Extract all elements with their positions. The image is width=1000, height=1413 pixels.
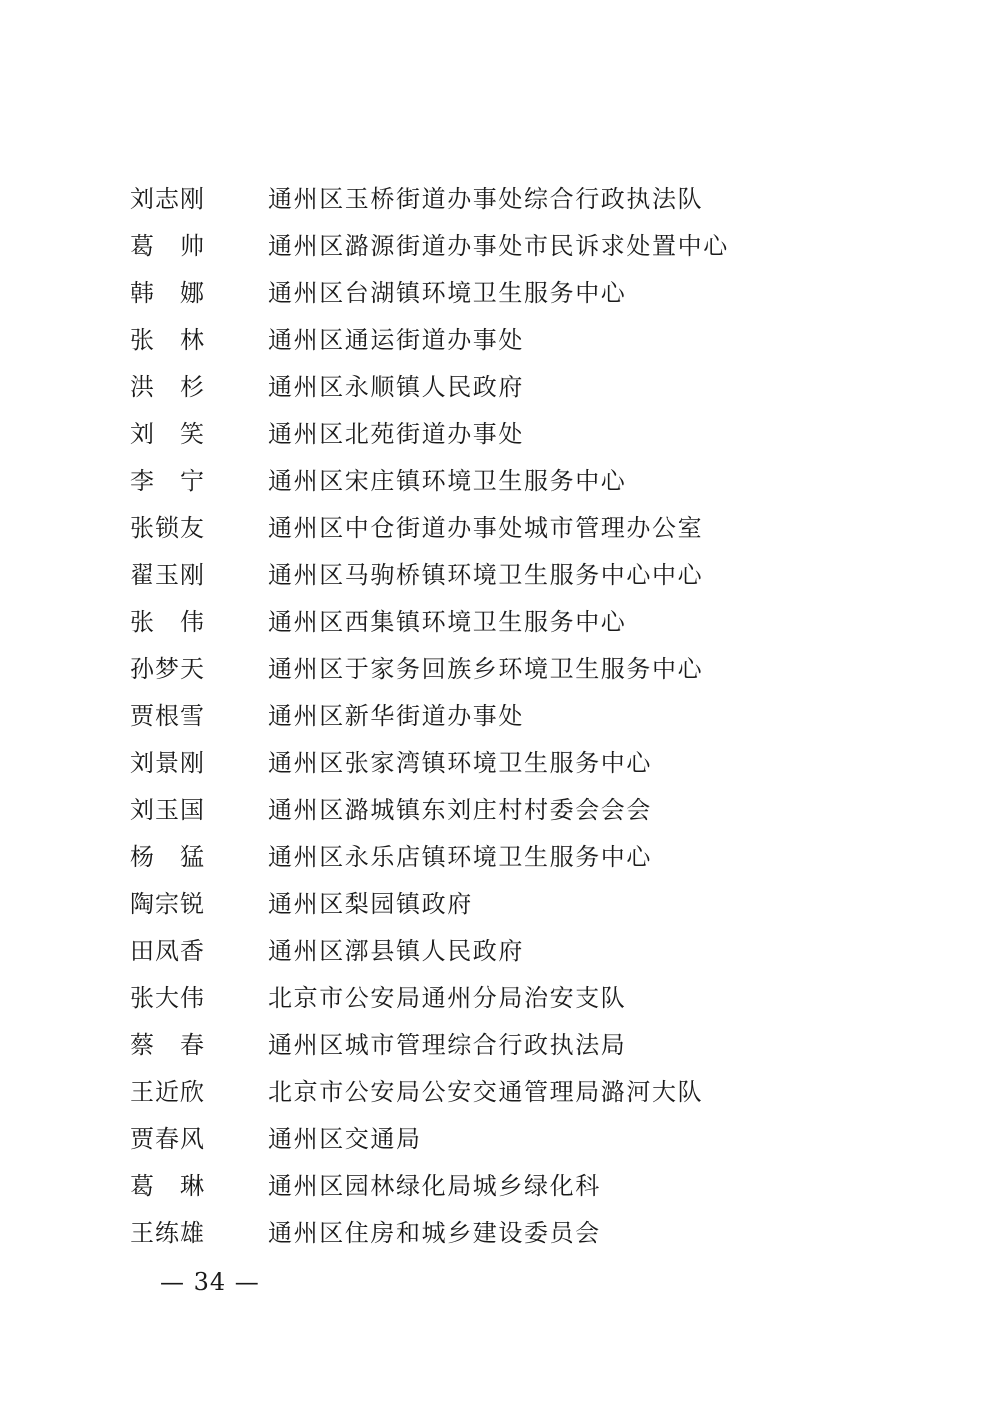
organization: 通州区城市管理综合行政执法局: [268, 1031, 627, 1059]
organization: 通州区张家湾镇环境卫生服务中心: [268, 749, 652, 777]
list-item: [130, 928, 729, 975]
list-item: [130, 646, 729, 693]
person-name: 蔡 春: [130, 1031, 205, 1059]
person-name: 张 林: [130, 326, 205, 354]
organization: 通州区玉桥街道办事处综合行政执法队: [268, 185, 704, 213]
organization: 通州区马驹桥镇环境卫生服务中心中心: [268, 561, 704, 589]
list-item: [130, 1210, 729, 1257]
organization: 通州区新华街道办事处: [268, 702, 524, 730]
list-item: [130, 1069, 729, 1116]
person-name: 韩 娜: [130, 279, 205, 307]
organization: 通州区园林绿化局城乡绿化科: [268, 1172, 601, 1200]
person-name: 陶宗锐: [130, 890, 205, 918]
person-name: 孙梦天: [130, 655, 205, 683]
person-name: 杨 猛: [130, 843, 205, 871]
person-name: 王近欣: [130, 1078, 205, 1106]
person-name: 张大伟: [130, 984, 205, 1012]
person-name: 王练雄: [130, 1219, 205, 1247]
list-item: [130, 740, 729, 787]
person-name: 刘 笑: [130, 420, 205, 448]
person-name: 翟玉刚: [130, 561, 205, 589]
person-name: 洪 杉: [130, 373, 205, 401]
organization: 通州区交通局: [268, 1125, 422, 1153]
list-item: [130, 458, 729, 505]
honoree-list: [130, 176, 729, 1257]
person-name: 贾春风: [130, 1125, 205, 1153]
person-name: 刘志刚: [130, 185, 205, 213]
list-item: [130, 1022, 729, 1069]
organization: 通州区潞城镇东刘庄村村委会会会: [268, 796, 652, 824]
organization: 通州区永顺镇人民政府: [268, 373, 524, 401]
list-item: [130, 1116, 729, 1163]
organization: 通州区西集镇环境卫生服务中心: [268, 608, 627, 636]
person-name: 葛 琳: [130, 1172, 205, 1200]
person-name: 田凤香: [130, 937, 205, 965]
organization: 通州区北苑街道办事处: [268, 420, 524, 448]
list-item: [130, 223, 729, 270]
list-item: [130, 787, 729, 834]
organization: 通州区通运街道办事处: [268, 326, 524, 354]
list-item: [130, 1163, 729, 1210]
list-item: [130, 975, 729, 1022]
organization: 通州区台湖镇环境卫生服务中心: [268, 279, 627, 307]
person-name: 李 宁: [130, 467, 205, 495]
person-name: 贾根雪: [130, 702, 205, 730]
organization: 通州区梨园镇政府: [268, 890, 473, 918]
person-name: 刘景刚: [130, 749, 205, 777]
list-item: [130, 176, 729, 223]
list-item: [130, 317, 729, 364]
organization: 通州区于家务回族乡环境卫生服务中心: [268, 655, 704, 683]
organization: 通州区漷县镇人民政府: [268, 937, 524, 965]
organization: 北京市公安局通州分局治安支队: [268, 984, 627, 1012]
list-item: [130, 881, 729, 928]
person-name: 刘玉国: [130, 796, 205, 824]
page-number: — 34 —: [160, 1268, 260, 1296]
list-item: [130, 505, 729, 552]
person-name: 葛 帅: [130, 232, 205, 260]
person-name: 张锁友: [130, 514, 205, 542]
list-item: [130, 411, 729, 458]
organization: 通州区中仓街道办事处城市管理办公室: [268, 514, 704, 542]
list-item: [130, 364, 729, 411]
list-item: [130, 693, 729, 740]
organization: 通州区潞源街道办事处市民诉求处置中心: [268, 232, 729, 260]
organization: 通州区永乐店镇环境卫生服务中心: [268, 843, 652, 871]
organization: 通州区宋庄镇环境卫生服务中心: [268, 467, 627, 495]
person-name: 张 伟: [130, 608, 205, 636]
list-item: [130, 552, 729, 599]
list-item: [130, 599, 729, 646]
list-item: [130, 270, 729, 317]
list-item: [130, 834, 729, 881]
organization: 通州区住房和城乡建设委员会: [268, 1219, 601, 1247]
organization: 北京市公安局公安交通管理局潞河大队: [268, 1078, 704, 1106]
